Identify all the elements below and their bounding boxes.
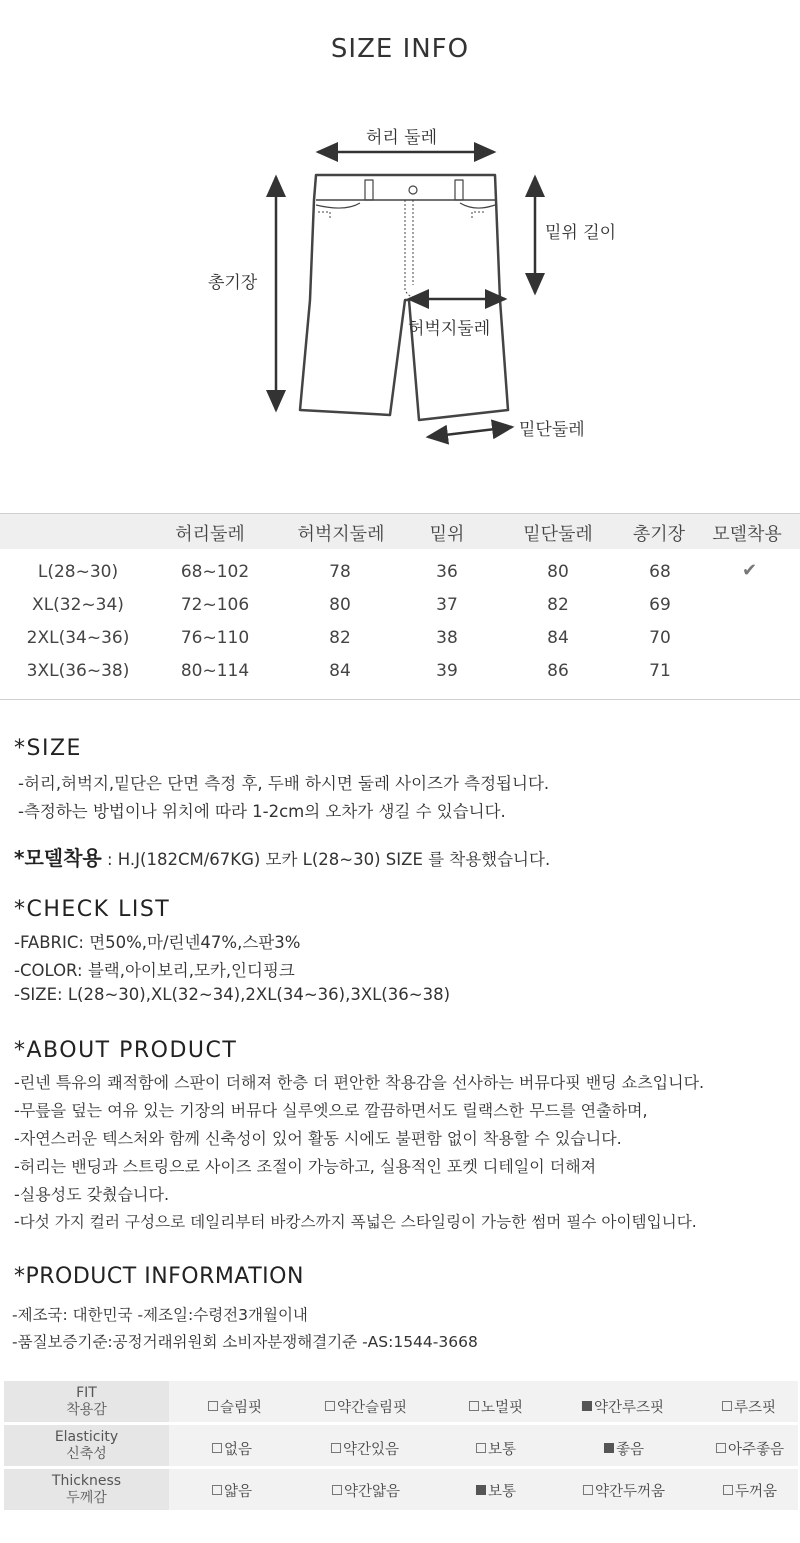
product-info-line: -제조국: 대한민국 -제조일:수령전3개월이내: [12, 1306, 308, 1324]
thickness-label-en: Thickness: [51, 1472, 122, 1489]
elasticity-option: 없음: [212, 1438, 252, 1459]
size-note-line: -허리,허벅지,밑단은 단면 측정 후, 두배 하시면 둘레 사이즈가 측정됩니다.: [18, 774, 550, 793]
thigh-label: 허벅지둘레: [408, 319, 491, 339]
about-line: -실용성도 갖췄습니다.: [14, 1185, 170, 1204]
table-cell: 38: [436, 628, 458, 648]
model-text: : H.J(182CM/67KG) 모카 L(28~30) SIZE 를 착용했습니다.: [101, 850, 551, 869]
about-line: -린넨 특유의 쾌적함에 스판이 더해져 한층 더 편안한 착용감을 선사하는 버뮤다핏 밴딩 쇼츠입니다.: [14, 1073, 705, 1092]
table-cell: 36: [436, 562, 458, 582]
col-waist: 허리둘레: [175, 524, 245, 545]
table-cell: 76~110: [180, 628, 250, 648]
about-title: *ABOUT PRODUCT: [14, 1038, 238, 1063]
thickness-option-selected: 보통: [476, 1480, 516, 1501]
fit-option-selected: 약간루즈핏: [582, 1396, 664, 1417]
product-info-title: *PRODUCT INFORMATION: [14, 1264, 304, 1289]
size-notes-title: *SIZE: [14, 736, 82, 761]
rise-label: 밑위 길이: [545, 223, 617, 243]
elasticity-option: 아주좋음: [716, 1438, 784, 1459]
checkbox-icon: [476, 1443, 486, 1453]
table-cell: 86: [547, 661, 569, 681]
about-line: -무릎을 덮는 여유 있는 기장의 버뮤다 실루엣으로 깔끔하면서도 릴랙스한 무드를 연출하며,: [14, 1101, 648, 1120]
model-check-icon: ✔: [742, 560, 758, 581]
model-title: *모델착용: [14, 846, 102, 870]
checkbox-checked-icon: [582, 1401, 592, 1411]
elasticity-option: 보통: [476, 1438, 516, 1459]
checklist-line: -FABRIC: 면50%,마/린넨47%,스판3%: [14, 933, 301, 952]
size-cell: XL(32~34): [32, 595, 124, 615]
thickness-option: 얇음: [212, 1480, 252, 1501]
table-cell: 82: [329, 628, 351, 648]
hem-label: 밑단둘레: [519, 420, 585, 440]
table-cell: 80: [329, 595, 351, 615]
col-model: 모델착용: [712, 524, 782, 545]
checkbox-icon: [331, 1443, 341, 1453]
checkbox-icon: [208, 1401, 218, 1411]
checkbox-icon: [583, 1485, 593, 1495]
thickness-row-label: [4, 1469, 169, 1510]
fit-option: 노멀핏: [469, 1396, 523, 1417]
elasticity-row-label: [4, 1425, 169, 1466]
total-length-label: 총기장: [208, 273, 258, 293]
checkbox-icon: [332, 1485, 342, 1495]
about-line: -자연스러운 텍스처와 함께 신축성이 있어 활동 시에도 불편함 없이 착용할 수 있습니다.: [14, 1129, 622, 1148]
table-cell: 68: [649, 562, 671, 582]
checkbox-icon: [325, 1401, 335, 1411]
thickness-option: 약간얇음: [332, 1480, 400, 1501]
waist-label: 허리 둘레: [366, 128, 438, 148]
shorts-illustration: [0, 100, 800, 460]
elasticity-label-ko: 신축성: [66, 1445, 107, 1462]
size-cell: L(28~30): [37, 562, 119, 582]
size-note-line: -측정하는 방법이나 위치에 따라 1-2cm의 오차가 생길 수 있습니다.: [18, 802, 506, 821]
table-cell: 72~106: [180, 595, 250, 615]
col-length: 총기장: [632, 524, 686, 545]
model-info: [14, 842, 550, 871]
thickness-option: 약간두꺼움: [583, 1480, 665, 1501]
about-line: -다섯 가지 컬러 구성으로 데일리부터 바캉스까지 폭넓은 스타일링이 가능한 썸머 필수 아이템입니다.: [14, 1213, 697, 1231]
col-thigh: 허벅지둘레: [297, 524, 385, 545]
table-cell: 84: [547, 628, 569, 648]
table-cell: 84: [329, 661, 351, 681]
table-cell: 39: [436, 661, 458, 681]
thickness-option: 두꺼움: [723, 1480, 777, 1501]
checkbox-icon: [212, 1485, 222, 1495]
col-rise: 밑위: [429, 524, 465, 545]
thickness-label-ko: 두께감: [66, 1489, 107, 1506]
table-divider: [0, 699, 800, 700]
checklist-line: -SIZE: L(28~30),XL(32~34),2XL(34~36),3XL(36~38): [14, 985, 451, 1004]
table-cell: 78: [329, 562, 351, 582]
table-cell: 82: [547, 595, 569, 615]
checklist-line: -COLOR: 블랙,아이보리,모카,인디핑크: [14, 961, 295, 980]
table-cell: 37: [436, 595, 458, 615]
size-cell: 3XL(36~38): [26, 661, 130, 681]
checkbox-icon: [469, 1401, 479, 1411]
checkbox-icon: [716, 1443, 726, 1453]
table-cell: 70: [649, 628, 671, 648]
fit-option: 슬림핏: [208, 1396, 262, 1417]
elasticity-option-selected: 좋음: [604, 1438, 644, 1459]
checkbox-icon: [212, 1443, 222, 1453]
col-hem: 밑단둘레: [523, 524, 593, 545]
fit-option: 루즈핏: [722, 1396, 776, 1417]
about-line: -허리는 밴딩과 스트링으로 사이즈 조절이 가능하고, 실용적인 포켓 디테일이 더해져: [14, 1157, 597, 1176]
table-cell: 80: [547, 562, 569, 582]
checkbox-checked-icon: [604, 1443, 614, 1453]
table-cell: 68~102: [180, 562, 250, 582]
checkbox-icon: [722, 1401, 732, 1411]
fit-label-en: FIT: [76, 1384, 97, 1401]
checklist-title: *CHECK LIST: [14, 897, 171, 922]
elasticity-label-en: Elasticity: [54, 1428, 119, 1445]
checkbox-icon: [723, 1485, 733, 1495]
table-cell: 69: [649, 595, 671, 615]
fit-row-label: [4, 1381, 169, 1422]
fit-label-ko: 착용감: [66, 1401, 107, 1418]
page-title: SIZE INFO: [330, 34, 470, 64]
product-info-line: -품질보증기준:공정거래위원회 소비자분쟁해결기준 -AS:1544-3668: [12, 1333, 478, 1351]
size-cell: 2XL(34~36): [26, 628, 130, 648]
table-cell: 80~114: [180, 661, 250, 681]
checkbox-checked-icon: [476, 1485, 486, 1495]
fit-option: 약간슬림핏: [325, 1396, 407, 1417]
table-cell: 71: [649, 661, 671, 681]
elasticity-option: 약간있음: [331, 1438, 399, 1459]
